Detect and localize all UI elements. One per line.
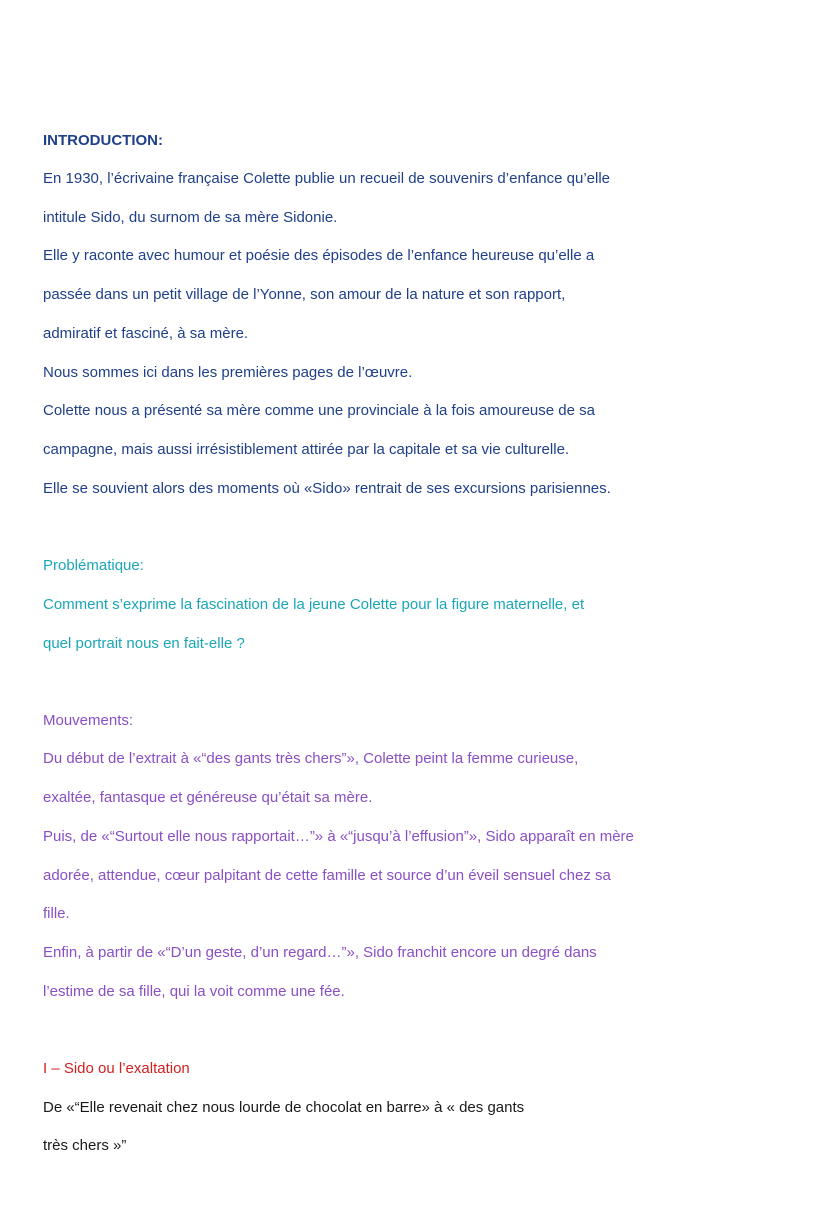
introduction-line: Colette nous a présenté sa mère comme une provinciale à la fois amoureuse de sa xyxy=(43,402,595,419)
mouvements-heading: Mouvements: xyxy=(43,712,134,729)
mouvements-line: Puis, de «“Surtout elle nous rapportait…”» à «“jusqu’à l’effusion”», Sido apparaît en mère xyxy=(43,828,634,845)
introduction-line: Elle se souvient alors des moments où «Sido» rentrait de ses excursions parisiennes. xyxy=(43,480,611,497)
introduction-line: Nous sommes ici dans les premières pages de l’œuvre. xyxy=(43,364,413,381)
introduction-line: campagne, mais aussi irrésistiblement attirée par la capitale et sa vie culturelle. xyxy=(43,441,570,458)
problematique-line: quel portrait nous en fait-elle ? xyxy=(43,635,245,652)
problematique-line: Comment s’exprime la fascination de la jeune Colette pour la figure maternelle, et xyxy=(43,596,585,613)
introduction-line: passée dans un petit village de l’Yonne, son amour de la nature et son rapport, xyxy=(43,286,566,303)
introduction-line: Elle y raconte avec humour et poésie des épisodes de l’enfance heureuse qu’elle a xyxy=(43,247,595,264)
mouvements-line: Enfin, à partir de «“D’un geste, d’un regard…”», Sido franchit encore un degré dans xyxy=(43,944,597,961)
section-line: De «“Elle revenait chez nous lourde de chocolat en barre» à « des gants xyxy=(43,1099,525,1116)
problematique-heading: Problématique: xyxy=(43,557,144,574)
mouvements-line: adorée, attendue, cœur palpitant de cette famille et source d’un éveil sensuel chez sa xyxy=(43,867,611,884)
introduction-line: En 1930, l’écrivaine française Colette publie un recueil de souvenirs d’enfance qu’elle xyxy=(43,170,611,187)
introduction-heading: INTRODUCTION: xyxy=(43,132,163,149)
mouvements-line: Du début de l’extrait à «“des gants très chers”», Colette peint la femme curieuse, xyxy=(43,750,579,767)
section-heading: I – Sido ou l’exaltation xyxy=(43,1060,190,1077)
introduction-line: admiratif et fasciné, à sa mère. xyxy=(43,325,249,342)
mouvements-line: fille. xyxy=(43,905,70,922)
mouvements-line: exaltée, fantasque et généreuse qu’était sa mère. xyxy=(43,789,373,806)
mouvements-line: l’estime de sa fille, qui la voit comme une fée. xyxy=(43,983,345,1000)
section-line: très chers »” xyxy=(43,1137,127,1154)
introduction-line: intitule Sido, du surnom de sa mère Sidonie. xyxy=(43,209,338,226)
